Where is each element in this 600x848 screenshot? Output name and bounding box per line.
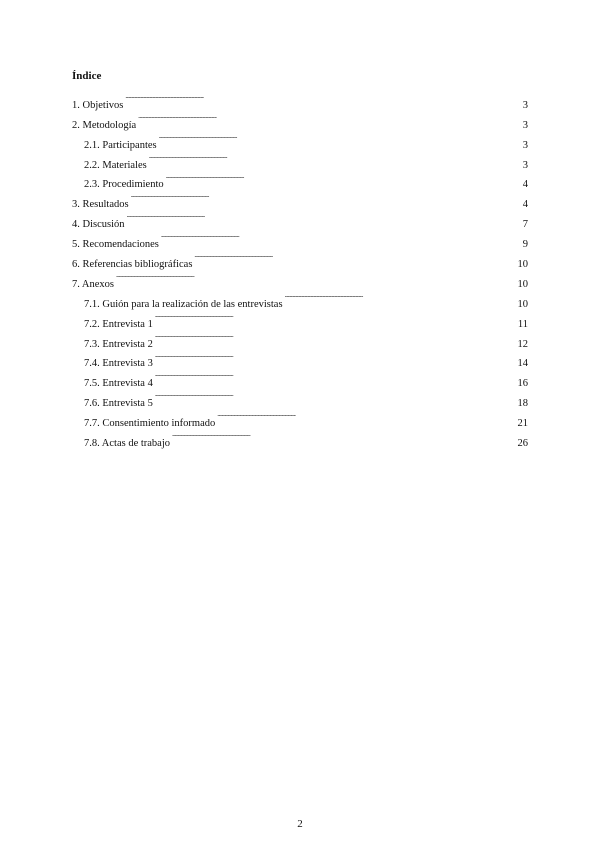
toc-entry-page: 12 [517, 338, 528, 350]
toc-leader-dots [194, 247, 515, 267]
toc-entry[interactable] [72, 287, 528, 310]
page-number: 2 [297, 818, 303, 830]
toc-entry-page: 10 [517, 259, 528, 271]
toc-leader-dots [155, 347, 516, 367]
toc-entry[interactable] [72, 88, 528, 111]
toc-entry-label: 7.8. Actas de trabajo [84, 438, 171, 450]
toc-entry-label: 2.3. Procedimiento [84, 179, 164, 191]
toc-entry-label: 6. Referencias bibliográficas [72, 259, 193, 271]
toc-entry-label: 7. Anexos [72, 278, 114, 290]
toc-entry-label: 2. Metodología [72, 119, 137, 131]
toc-leader-dots [172, 426, 515, 446]
toc-entry-page: 11 [517, 318, 528, 330]
toc-leader-dots [131, 187, 521, 207]
toc-leader-dots [217, 406, 515, 426]
toc-entry-page: 26 [517, 438, 528, 450]
toc-entry-page: 4 [522, 179, 528, 191]
toc-leader-dots [116, 267, 516, 287]
toc-entry-page: 14 [517, 358, 528, 370]
toc-entry-label: 3. Resultados [72, 199, 129, 211]
toc-entry-label: 7.5. Entrevista 4 [84, 378, 153, 390]
toc-leader-dots [138, 108, 521, 128]
toc-entry[interactable] [72, 108, 528, 131]
toc-entry-label: 7.1. Guión para la realización de las entrevistas [84, 298, 283, 310]
toc-leader-dots [161, 227, 521, 247]
toc-entry-label: 4. Discusión [72, 219, 125, 231]
toc-entry[interactable] [72, 207, 528, 231]
toc-entry-page: 10 [517, 298, 528, 310]
toc-entry[interactable] [72, 227, 528, 251]
toc-entry-label: 7.3. Entrevista 2 [84, 338, 153, 350]
toc-leader-dots [166, 168, 521, 188]
toc-title: Índice [72, 70, 102, 82]
toc-leader-dots [125, 88, 520, 108]
toc-entry[interactable] [72, 267, 528, 290]
toc-leader-dots [127, 207, 521, 227]
toc-entry-page: 21 [517, 418, 528, 430]
toc-entry-label: 7.6. Entrevista 5 [84, 398, 153, 410]
toc-leader-dots [155, 307, 516, 327]
toc-entry-page: 9 [522, 239, 528, 251]
toc-leader-dots [149, 148, 521, 168]
toc-leader-dots [285, 287, 516, 307]
toc-entry-page: 3 [522, 99, 528, 111]
toc-entry-label: 7.4. Entrevista 3 [84, 358, 153, 370]
toc-entry-label: 2.2. Materiales [84, 159, 147, 171]
toc-entry-label: 5. Recomendaciones [72, 239, 159, 251]
toc-entry[interactable] [72, 187, 528, 211]
toc-leader-dots [155, 327, 516, 347]
toc-entry-label: 7.2. Entrevista 1 [84, 318, 153, 330]
toc-entry-page: 10 [517, 278, 528, 290]
table-of-contents [72, 88, 528, 450]
toc-entry-page: 3 [522, 139, 528, 151]
toc-entry-page: 3 [522, 159, 528, 171]
toc-entry-page: 3 [522, 119, 528, 131]
toc-leader-dots [155, 386, 516, 406]
toc-entry-page: 16 [517, 378, 528, 390]
toc-entry[interactable] [72, 128, 528, 151]
toc-leader-dots [159, 128, 521, 148]
toc-entry-label: 1. Objetivos [72, 99, 124, 111]
toc-entry-label: 7.7. Consentimiento informado [84, 418, 216, 430]
toc-entry-page: 7 [522, 219, 528, 231]
toc-entry-label: 2.1. Participantes [84, 139, 157, 151]
toc-entry-page: 18 [517, 398, 528, 410]
toc-entry-page: 4 [522, 199, 528, 211]
toc-leader-dots [155, 366, 516, 386]
